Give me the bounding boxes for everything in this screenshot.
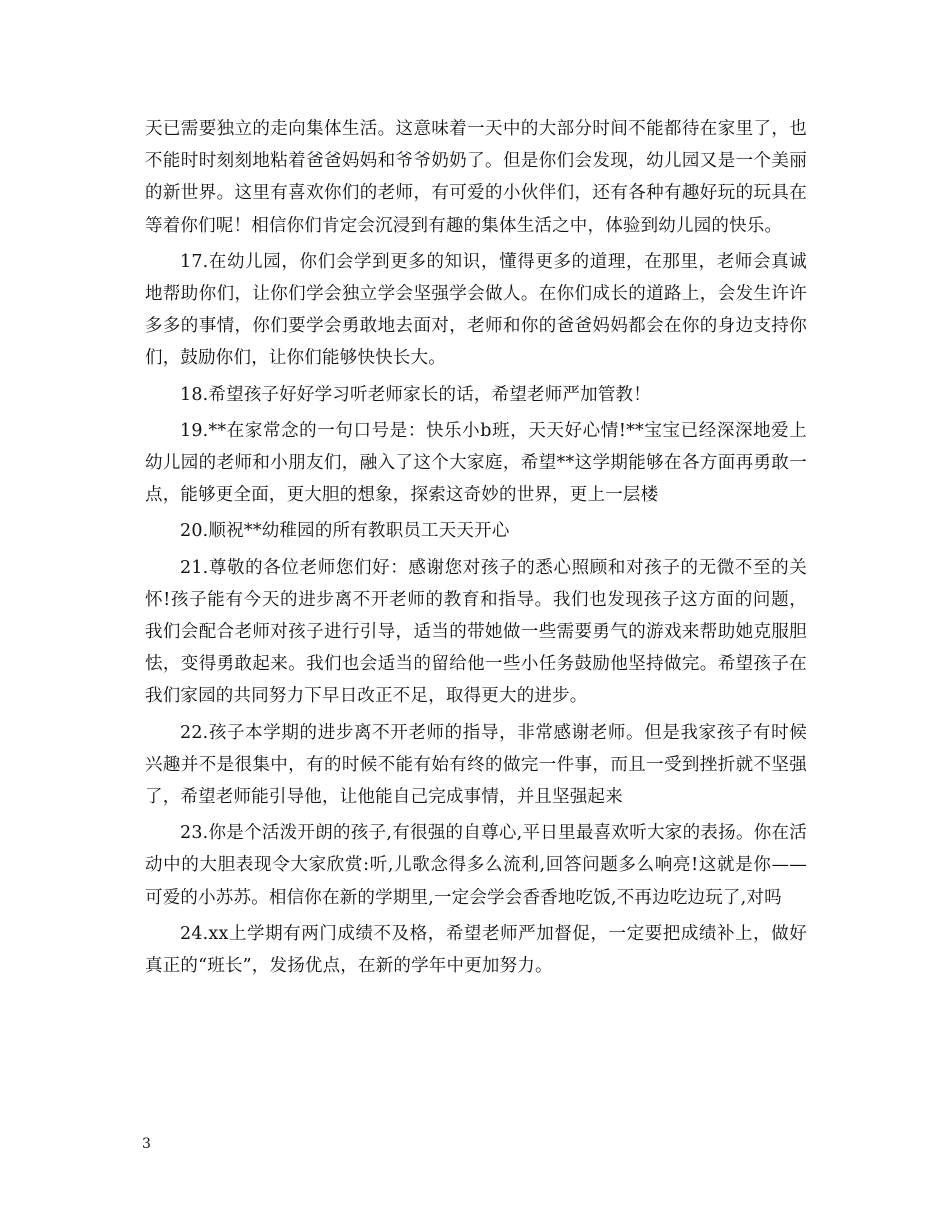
paragraph-item-18: 18.希望孩子好好学习听老师家长的话，希望老师严加管教！ <box>180 384 651 405</box>
paragraph-item-17: 17.在幼儿园，你们会学到更多的知识，懂得更多的道理，在那里，老师会真诚地帮助你们，让你们学会独立学会坚强学会做人。在你们成长的道路上，会发生许许多多的事情，你们要学会勇敢地去面对，老师和你的爸爸妈妈都会在你的身边支持你们，鼓励你们，让你们能够快快长大。 <box>145 251 807 369</box>
document-body <box>145 113 807 986</box>
page-number: 3 <box>142 1136 151 1152</box>
paragraph-continuation: 天已需要独立的走向集体生活。这意味着一天中的大部分时间不能都待在家里了，也不能时时刻刻地粘着爸爸妈妈和爷爷奶奶了。但是你们会发现，幼儿园又是一个美丽的新世界。这里有喜欢你们的老师，有可爱的小伙伴们，还有各种有趣好玩的玩具在等着你们呢！相信你们肯定会沉浸到有趣的集体生活之中，体验到幼儿园的快乐。 <box>145 119 807 236</box>
paragraph-item-22: 22.孩子本学期的进步离不开老师的指导，非常感谢老师。但是我家孩子有时候兴趣并不是很集中，有的时候不能有始有终的做完一件事，而且一受到挫折就不坚强了，希望老师能引导他，让他能自己完成事情，并且坚强起来 <box>145 722 807 808</box>
paragraph-item-23: 23.你是个活泼开朗的孩子,有很强的自尊心,平日里最喜欢听大家的表扬。你在活动中的大胆表现令大家欣赏:听,儿歌念得多么流利,回答问题多么响亮!这就是你——可爱的小苏苏。相信你在新的学期里,一定会学会香香地吃饭,不再边吃边玩了,对吗 <box>145 823 807 908</box>
paragraph-item-21: 21.尊敬的各位老师您们好：感谢您对孩子的悉心照顾和对孩子的无微不至的关怀!孩子能有今天的进步离不开老师的教育和指导。我们也发现孩子这方面的问题，我们会配合老师对孩子进行引导，适当的带她做一些需要勇气的游戏来帮助她克服胆怯，变得勇敢起来。我们也会适当的留给他一些小任务鼓励他坚持做完。希望孩子在我们家园的共同努力下早日改正不足，取得更大的进步。 <box>145 557 807 707</box>
paragraph-item-24: 24.xx上学期有两门成绩不及格，希望老师严加督促，一定要把成绩补上，做好真正的“班长”，发扬优点，在新的学年中更加努力。 <box>145 923 807 977</box>
paragraph-item-19: 19.**在家常念的一句口号是：快乐小b班，天天好心情!**宝宝已经深深地爱上幼儿园的老师和小朋友们，融入了这个大家庭，希望**这学期能够在各方面再勇敢一点，能够更全面，更大胆的想象，探索这奇妙的世界，更上一层楼 <box>145 420 807 506</box>
paragraph-item-20: 20.顺祝**幼稚园的所有教职员工天天开心 <box>180 521 510 542</box>
